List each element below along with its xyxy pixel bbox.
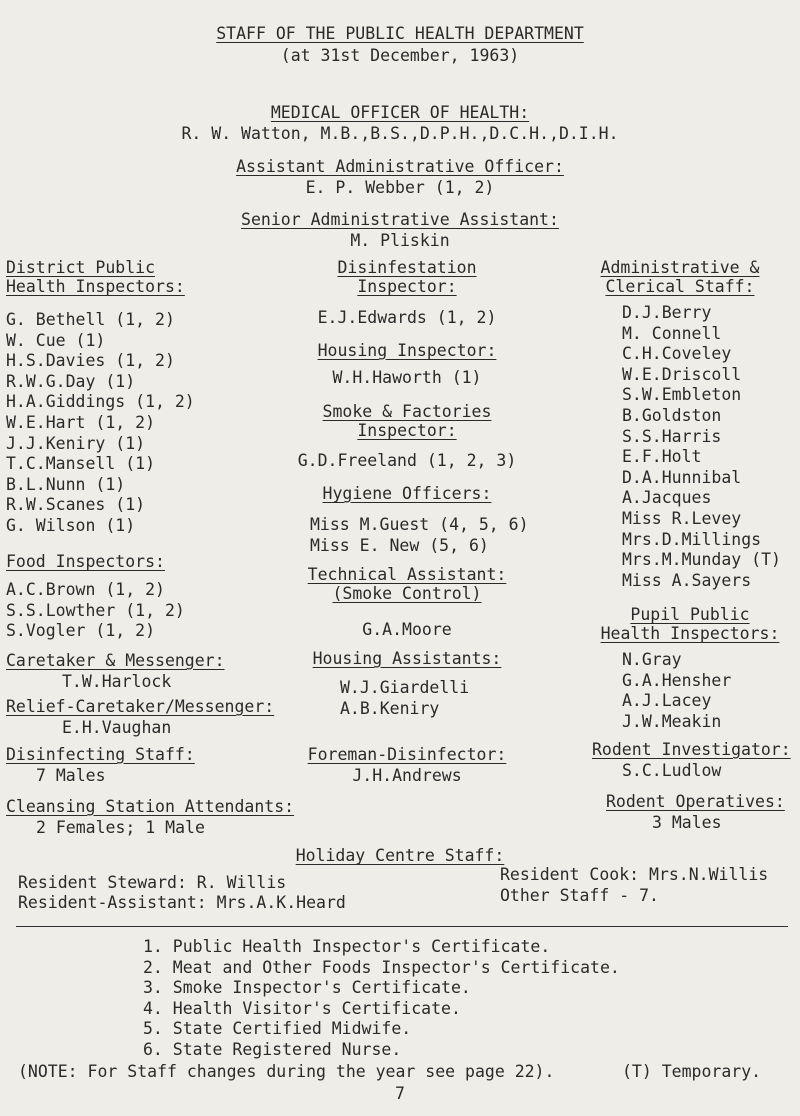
cleansing-heading: Cleansing Station Attendants: (6, 797, 295, 816)
technical-heading-line-2: (Smoke Control) (332, 584, 482, 603)
rodent-investigator-heading: Rodent Investigator: (592, 740, 791, 759)
saa-heading: Senior Administrative Assistant: (241, 210, 559, 229)
food-list (6, 580, 266, 642)
footnote-item: 3. Smoke Inspector's Certificate. (143, 978, 471, 998)
footnote-item: 4. Health Visitor's Certificate. (143, 998, 461, 1018)
rodent-investigator-name: S.C.Ludlow (622, 761, 722, 780)
footnote-item: 1. Public Health Inspector's Certificate. (143, 937, 551, 956)
resident-steward: Resident Steward: R. Willis (18, 873, 287, 892)
resident-cook: Resident Cook: Mrs.N.Willis (500, 865, 769, 884)
caretaker-name: T.W.Harlock (62, 672, 172, 691)
admin-heading-line-1: Administrative & (600, 258, 760, 277)
saa-name: M. Pliskin (350, 231, 450, 250)
list-item: A.C.Brown (1, 2) (6, 580, 165, 599)
technical-heading-line-1: Technical Assistant: (307, 565, 507, 584)
aao-name: E. P. Webber (1, 2) (305, 178, 495, 197)
housing-assistants-list (282, 678, 590, 719)
list-item: W. Cue (1) (6, 330, 106, 350)
resident-assistant: Resident-Assistant: Mrs.A.K.Heard (18, 893, 346, 912)
technical-name: G.A.Moore (362, 620, 452, 639)
dphi-list (6, 310, 266, 537)
disinfecting-staff: 7 Males (36, 766, 106, 785)
pupil-heading (588, 605, 792, 643)
pupil-heading-line-2: Health Inspectors: (600, 624, 780, 643)
list-item: G.A.Hensher (622, 670, 732, 690)
list-item: Miss E. New (5, 6) (310, 535, 489, 555)
admin-heading-line-2: Clerical Staff: (605, 277, 755, 296)
rodent-operatives-count: 3 Males (652, 813, 722, 832)
footnote-list (143, 937, 620, 1061)
hygiene-list (282, 515, 560, 556)
dphi-heading-line-2: Health Inspectors: (6, 277, 185, 296)
aao-heading: Assistant Administrative Officer: (236, 157, 564, 176)
moh-name: R. W. Watton, M.B.,B.S.,D.P.H.,D.C.H.,D.I.H. (181, 124, 619, 143)
list-item: D.J.Berry (622, 303, 712, 322)
hygiene-heading: Hygiene Officers: (322, 484, 492, 503)
list-item: M. Connell (622, 323, 722, 343)
list-item: A.J.Lacey (622, 691, 712, 711)
list-item: S.W.Embleton (622, 385, 742, 405)
list-item: J.J.Keniry (1) (6, 433, 146, 453)
pupil-heading-line-1: Pupil Public (630, 605, 750, 624)
smoke-name: G.D.Freeland (1, 2, 3) (297, 451, 517, 470)
dphi-heading (6, 258, 266, 296)
list-item: W.E.Driscoll (622, 364, 742, 384)
list-item: H.A.Giddings (1, 2) (6, 392, 195, 412)
list-item: S.Vogler (1, 2) (6, 621, 156, 641)
disinfestation-heading-line-1: Disinfestation (337, 258, 477, 277)
disinfestation-heading-line-2: Inspector: (357, 277, 457, 296)
smoke-heading (282, 402, 532, 440)
footnote-item: 5. State Certified Midwife. (143, 1019, 412, 1039)
page-title: STAFF OF THE PUBLIC HEALTH DEPARTMENT (216, 24, 584, 43)
other-staff: Other Staff - 7. (500, 886, 659, 905)
technical-heading (282, 565, 532, 603)
list-item: Mrs.D.Millings (622, 529, 762, 549)
list-item: E.F.Holt (622, 447, 702, 467)
smoke-heading-line-1: Smoke & Factories (322, 402, 492, 421)
list-item: N.Gray (622, 650, 682, 669)
disinfestation-heading (282, 258, 532, 296)
disinfestation-name: E.J.Edwards (1, 2) (317, 308, 497, 327)
list-item: G. Bethell (1, 2) (6, 310, 175, 329)
list-item: W.E.Hart (1, 2) (6, 412, 156, 432)
divider (16, 926, 788, 927)
page-date: (at 31st December, 1963) (280, 46, 520, 65)
staff-changes-note: (NOTE: For Staff changes during the year see page 22). (18, 1062, 555, 1081)
admin-heading (565, 258, 795, 296)
food-heading: Food Inspectors: (6, 552, 165, 571)
relief-name: E.H.Vaughan (62, 718, 172, 737)
foreman-heading: Foreman-Disinfector: (307, 745, 507, 764)
list-item: S.S.Harris (622, 426, 722, 446)
list-item: Miss A.Sayers (622, 570, 752, 590)
list-item: J.W.Meakin (622, 711, 722, 731)
list-item: H.S.Davies (1, 2) (6, 351, 175, 371)
holiday-heading: Holiday Centre Staff: (295, 846, 505, 865)
smoke-heading-line-2: Inspector: (357, 421, 457, 440)
list-item: T.C.Mansell (1) (6, 454, 156, 474)
page-number: 7 (395, 1084, 405, 1103)
housing-heading: Housing Inspector: (317, 341, 497, 360)
rodent-operatives-heading: Rodent Operatives: (606, 792, 785, 811)
list-item: R.W.Scanes (1) (6, 495, 146, 515)
foreman-name: J.H.Andrews (352, 766, 462, 785)
temporary-note: (T) Temporary. (622, 1062, 762, 1081)
pupil-list (622, 650, 731, 732)
list-item: S.S.Lowther (1, 2) (6, 600, 185, 620)
relief-heading: Relief-Caretaker/Messenger: (6, 697, 275, 716)
list-item: B.Goldston (622, 405, 722, 425)
list-item: A.B.Keniry (340, 698, 440, 718)
caretaker-heading: Caretaker & Messenger: (6, 651, 225, 670)
list-item: R.W.G.Day (1) (6, 371, 136, 391)
moh-heading: MEDICAL OFFICER OF HEALTH: (270, 103, 530, 122)
dphi-heading-line-1: District Public (6, 258, 156, 277)
footnote-item: 2. Meat and Other Foods Inspector's Certificate. (143, 957, 620, 977)
admin-list (622, 303, 781, 591)
list-item: Mrs.M.Munday (T) (622, 550, 781, 570)
disinfecting-heading: Disinfecting Staff: (6, 745, 195, 764)
housing-name: W.H.Haworth (1) (332, 368, 482, 387)
list-item: G. Wilson (1) (6, 515, 136, 535)
list-item: B.L.Nunn (1) (6, 474, 126, 494)
list-item: D.A.Hunnibal (622, 467, 742, 487)
list-item: A.Jacques (622, 488, 712, 508)
list-item: C.H.Coveley (622, 344, 732, 364)
housing-assistants-heading: Housing Assistants: (312, 649, 502, 668)
list-item: Miss R.Levey (622, 508, 742, 528)
footnote-item: 6. State Registered Nurse. (143, 1039, 402, 1059)
list-item: Miss M.Guest (4, 5, 6) (310, 515, 529, 534)
cleansing-staff: 2 Females; 1 Male (36, 818, 205, 837)
list-item: W.J.Giardelli (340, 678, 470, 697)
